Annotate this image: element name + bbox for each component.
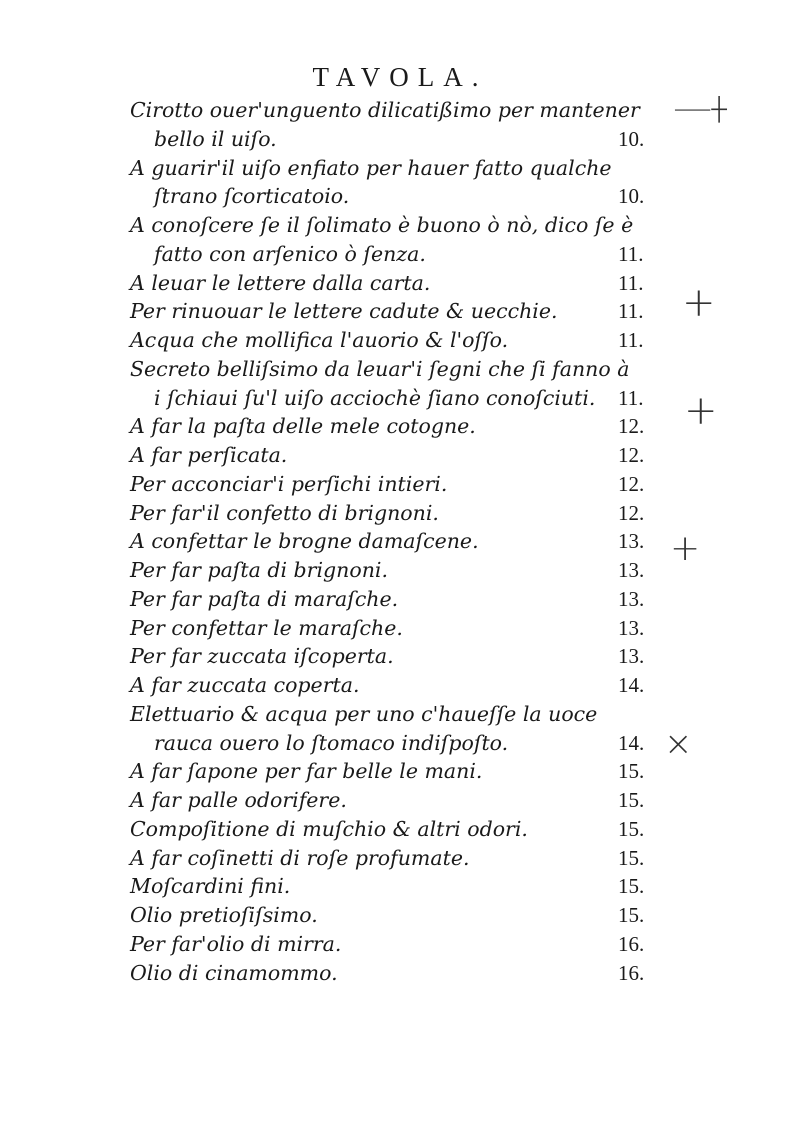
toc-page-number: 11. (618, 385, 644, 410)
toc-entry-text: Per confettar le maraſche. (130, 615, 403, 640)
toc-entry-text: Olio pretioſiſsimo. (130, 903, 318, 927)
margin-cross-mark: ⸺┼ (674, 97, 727, 122)
toc-page-number: 12. (618, 443, 645, 467)
toc-page-number: 13. (618, 644, 645, 669)
toc-entry (0, 297, 800, 326)
toc-entry-text: rauca ouero lo ſtomaco indiſpoſto. (154, 730, 509, 755)
toc-page-number: 15. (618, 759, 645, 784)
toc-page-number: 13. (618, 586, 645, 611)
toc-entry-line (0, 269, 800, 298)
toc-entry (0, 872, 800, 901)
toc-entry-line (0, 154, 800, 183)
toc-entry-text: Compoſitione di muſchio & altri odori. (130, 816, 528, 841)
toc-page-number: 10. (618, 126, 645, 151)
toc-entry-line (0, 412, 800, 441)
toc-entry-text: Cirotto ouer'unguento dilicatißimo per mantener (130, 98, 640, 122)
toc-entry (0, 470, 800, 499)
toc-entry (0, 930, 800, 959)
toc-entry-text: Per rinuouar le lettere cadute & uecchie. (130, 299, 558, 324)
toc-page-number: 15. (618, 845, 645, 870)
toc-entry-text: Secreto belliſsimo da leuar'i ſegni che ſi fanno à (130, 356, 630, 381)
toc-page-number: 12. (618, 414, 645, 439)
toc-entry-text: bello il uiſo. (154, 126, 277, 151)
toc-entry-text: Per far'olio di mirra. (130, 931, 342, 956)
toc-entry (0, 614, 800, 643)
toc-page-number: 11. (618, 241, 644, 266)
toc-entry-text: Olio di cinamommo. (130, 960, 338, 985)
toc-entry (0, 844, 800, 873)
toc-entry-line (0, 930, 800, 959)
toc-entry (0, 585, 800, 614)
toc-entry-line (0, 671, 800, 700)
toc-entry (0, 326, 800, 355)
toc-entry-text: i ſchiaui ſu'l uiſo acciochè ſiano conoſciuti. (154, 385, 596, 410)
toc-page-number: 11. (618, 270, 644, 295)
toc-entry (0, 959, 800, 988)
toc-entry-line (0, 297, 800, 326)
toc-entry (0, 211, 800, 269)
page-title: TAVOLA. (312, 62, 488, 92)
toc-entry-line (0, 901, 800, 930)
toc-entry-line (0, 499, 800, 528)
margin-cross-mark: + (684, 388, 718, 434)
toc-entry-text: Per far zuccata iſcoperta. (130, 644, 394, 669)
toc-entry-line (0, 355, 800, 384)
toc-page-number: 13. (618, 529, 645, 554)
margin-cross-mark: × (664, 724, 693, 764)
toc-entry-continuation (0, 384, 800, 413)
toc-entry-text: Per acconciar'i perſichi intieri. (130, 471, 448, 496)
toc-entry (0, 815, 800, 844)
toc-page-number: 13. (618, 558, 645, 582)
toc-entry-text: A far perſicata. (130, 443, 288, 467)
toc-entry (0, 671, 800, 700)
toc-entry-line (0, 211, 800, 240)
toc-entry-line (0, 614, 800, 643)
toc-entry-text: A guarir'il uiſo enfiato per hauer fatto qualche (130, 155, 612, 180)
toc-entry-text: A far coſinetti di roſe profumate. (130, 845, 470, 870)
toc-entry-text: A leuar le lettere dalla carta. (130, 270, 431, 295)
toc-entry (0, 154, 800, 212)
toc-entry (0, 901, 800, 930)
toc-entry-line (0, 585, 800, 614)
toc-page-number: 15. (618, 874, 645, 899)
toc-entry-text: Per far paſta di brignoni. (130, 558, 388, 582)
toc-entry-text: A far palle odorifere. (130, 788, 347, 812)
toc-entry-line (0, 470, 800, 499)
toc-entry-line (0, 872, 800, 901)
toc-entry-text: A far ſapone per far belle le mani. (130, 759, 483, 784)
toc-entry-text: A far zuccata coperta. (130, 673, 360, 697)
toc-entry-text: Per far'il confetto di brignoni. (130, 500, 439, 525)
toc-page-number: 13. (618, 615, 645, 640)
toc-entry (0, 269, 800, 298)
toc-page-number: 15. (618, 816, 645, 841)
toc-entry-line (0, 326, 800, 355)
toc-entry (0, 441, 800, 470)
toc-entry-text: A far la paſta delle mele cotogne. (130, 414, 476, 439)
toc-page-number: 14. (618, 673, 645, 697)
toc-page-number: 16. (618, 931, 645, 956)
toc-page-number: 14. (618, 730, 645, 755)
toc-entry-text: ſtrano ſcorticatoio. (154, 184, 350, 209)
toc-entry-line (0, 642, 800, 671)
toc-page-number: 11. (618, 328, 644, 352)
toc-page-number: 10. (618, 184, 645, 209)
margin-cross-mark: + (682, 280, 716, 326)
toc-entry-line (0, 441, 800, 470)
toc-entry (0, 642, 800, 671)
toc-entry-line (0, 815, 800, 844)
toc-page-number: 15. (618, 903, 645, 927)
toc-entry-continuation (0, 125, 800, 154)
toc-entry (0, 499, 800, 528)
toc-entry (0, 786, 800, 815)
toc-entry-line (0, 959, 800, 988)
toc-entry-line (0, 786, 800, 815)
toc-entry-line (0, 844, 800, 873)
toc-entry-text: Acqua che mollifica l'auorio & l'oſſo. (130, 328, 509, 352)
toc-entry (0, 412, 800, 441)
toc-entry (0, 355, 800, 413)
toc-entry-text: Elettuario & acqua per uno c'haueſſe la uoce (130, 701, 598, 726)
toc-page-number: 12. (618, 471, 645, 496)
toc-entry-text: A conoſcere ſe il ſolimato è buono ò nò, dico ſe è (130, 213, 634, 237)
toc-entry-text: fatto con arſenico ò ſenza. (154, 241, 426, 266)
margin-cross-mark: + (670, 528, 701, 569)
toc-entry-text: Moſcardini fini. (130, 874, 291, 899)
toc-page-number: 16. (618, 960, 645, 985)
toc-entry-text: Per far paſta di maraſche. (130, 586, 399, 611)
toc-entry-text: A confettar le brogne damaſcene. (130, 529, 479, 554)
toc-page-number: 15. (618, 788, 645, 812)
toc-page-number: 11. (618, 299, 644, 324)
toc-entry-continuation (0, 240, 800, 269)
toc-entry-continuation (0, 182, 800, 211)
toc-page-number: 12. (618, 500, 645, 525)
